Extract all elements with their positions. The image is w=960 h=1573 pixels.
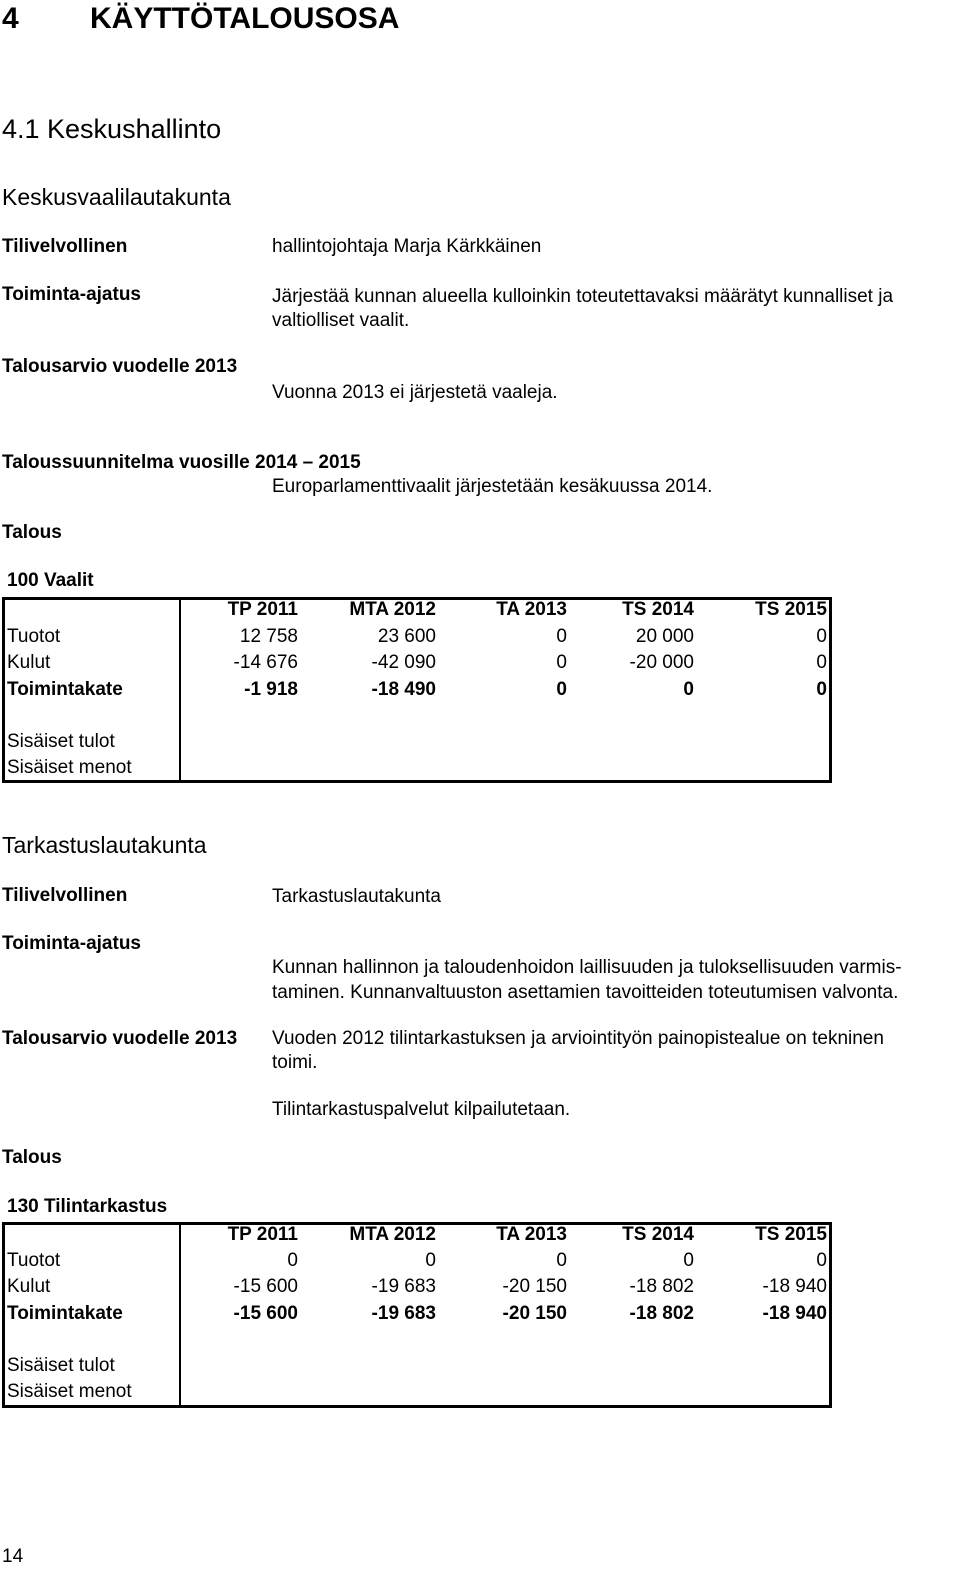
table1-header: TS 2014: [622, 599, 694, 620]
table2-cell: -20 150: [502, 1303, 567, 1324]
table1-row-label: Tuotot: [7, 626, 61, 647]
table1-cell: -42 090: [371, 652, 436, 673]
table1-row-label: Toimintakate: [7, 679, 123, 700]
table1-cell: 0: [816, 626, 827, 647]
table2-cell: -19 683: [371, 1303, 436, 1324]
table1-row-label: Kulut: [7, 652, 51, 673]
table1-header: TP 2011: [227, 599, 298, 620]
table2-cell: -18 802: [629, 1303, 694, 1324]
table1-cell: 20 000: [635, 626, 694, 647]
s2-title: Tarkastuslautakunta: [2, 832, 207, 858]
section-title: 4.1 Keskushallinto: [2, 114, 222, 144]
s1-plan-label: Taloussuunnitelma vuosille 2014 – 2015: [2, 452, 361, 473]
s1-finance-label: Talous: [2, 522, 62, 543]
table1-header: MTA 2012: [349, 599, 436, 620]
page-number: 14: [2, 1546, 24, 1567]
table1-divider: [179, 598, 181, 782]
table2-cell: -20 150: [502, 1276, 567, 1297]
table1-header: TS 2015: [755, 599, 827, 620]
table2-title: 130 Tilintarkastus: [7, 1196, 168, 1217]
table2-cell: -18 940: [762, 1276, 827, 1297]
table2-cell: -18 802: [629, 1276, 694, 1297]
s2-budget-line2: toimi.: [272, 1052, 318, 1073]
s2-budget-line1: Vuoden 2012 tilintarkastuksen ja arviointityön painopistealue on tekninen: [272, 1028, 884, 1049]
table1-cell: -14 676: [233, 652, 298, 673]
table2-divider: [179, 1223, 181, 1407]
table2-header: TP 2011: [227, 1224, 298, 1245]
s1-responsible-label: Tilivelvollinen: [2, 236, 128, 257]
table1-header: TA 2013: [496, 599, 567, 620]
table1-cell: 0: [816, 679, 827, 700]
table1-cell: 0: [683, 679, 694, 700]
table2-cell: 0: [816, 1250, 827, 1271]
s2-budget-line3: Tilintarkastuspalvelut kilpailutetaan.: [272, 1099, 571, 1120]
table2-row-label: Kulut: [7, 1276, 51, 1297]
table2-cell: 0: [425, 1250, 436, 1271]
s2-responsible-value: Tarkastuslautakunta: [272, 886, 441, 907]
table2-internal-expenses: Sisäiset menot: [7, 1381, 132, 1402]
table1-cell: 12 758: [239, 626, 298, 647]
s1-idea-line2: valtiolliset vaalit.: [272, 310, 410, 331]
s1-plan-value: Europarlamenttivaalit järjestetään kesäkuussa 2014.: [272, 476, 713, 497]
table1-internal-income: Sisäiset tulot: [7, 731, 115, 752]
table2-cell: -18 940: [762, 1303, 827, 1324]
table1-cell: 0: [816, 652, 827, 673]
table2-row-label: Toimintakate: [7, 1303, 123, 1324]
s2-responsible-label: Tilivelvollinen: [2, 885, 128, 906]
table2-row-label: Tuotot: [7, 1250, 61, 1271]
table1-internal-expenses: Sisäiset menot: [7, 757, 132, 778]
s1-idea-label: Toiminta-ajatus: [2, 284, 141, 305]
table2-cell: -15 600: [233, 1303, 298, 1324]
table2-cell: -15 600: [233, 1276, 298, 1297]
table2-cell: 0: [287, 1250, 298, 1271]
s2-idea-line2: taminen. Kunnanvaltuuston asettamien tavoitteiden toteutumisen valvonta.: [272, 982, 899, 1003]
s1-responsible-value: hallintojohtaja Marja Kärkkäinen: [272, 236, 542, 257]
table2-header: TS 2015: [755, 1224, 827, 1245]
table1-cell: -18 490: [371, 679, 436, 700]
table1-title: 100 Vaalit: [7, 570, 94, 591]
table2-header: TS 2014: [622, 1224, 694, 1245]
s1-budget-label: Talousarvio vuodelle 2013: [2, 356, 238, 377]
table2-header: MTA 2012: [349, 1224, 436, 1245]
table2-cell: 0: [556, 1250, 567, 1271]
s1-title: Keskusvaalilautakunta: [2, 184, 231, 210]
table2-cell: -19 683: [371, 1276, 436, 1297]
table2-header: TA 2013: [496, 1224, 567, 1245]
s1-budget-value: Vuonna 2013 ei järjestetä vaaleja.: [272, 382, 558, 403]
table1-cell: 23 600: [377, 626, 436, 647]
s1-idea-line1: Järjestää kunnan alueella kulloinkin toteutettavaksi määrätyt kunnalliset ja: [272, 286, 894, 307]
s2-idea-label: Toiminta-ajatus: [2, 933, 141, 954]
chapter-title: KÄYTTÖTALOUSOSA: [90, 2, 400, 35]
s2-budget-label: Talousarvio vuodelle 2013: [2, 1028, 238, 1049]
table1-cell: 0: [556, 626, 567, 647]
table1-cell: 0: [556, 652, 567, 673]
table2-internal-income: Sisäiset tulot: [7, 1355, 115, 1376]
table1-cell: -20 000: [629, 652, 694, 673]
table2-cell: 0: [683, 1250, 694, 1271]
chapter-number: 4: [2, 2, 19, 35]
table1-cell: -1 918: [244, 679, 298, 700]
table1-cell: 0: [556, 679, 567, 700]
s2-idea-line1: Kunnan hallinnon ja taloudenhoidon laillisuuden ja tuloksellisuuden varmis-: [272, 957, 902, 978]
s2-finance-label: Talous: [2, 1147, 62, 1168]
